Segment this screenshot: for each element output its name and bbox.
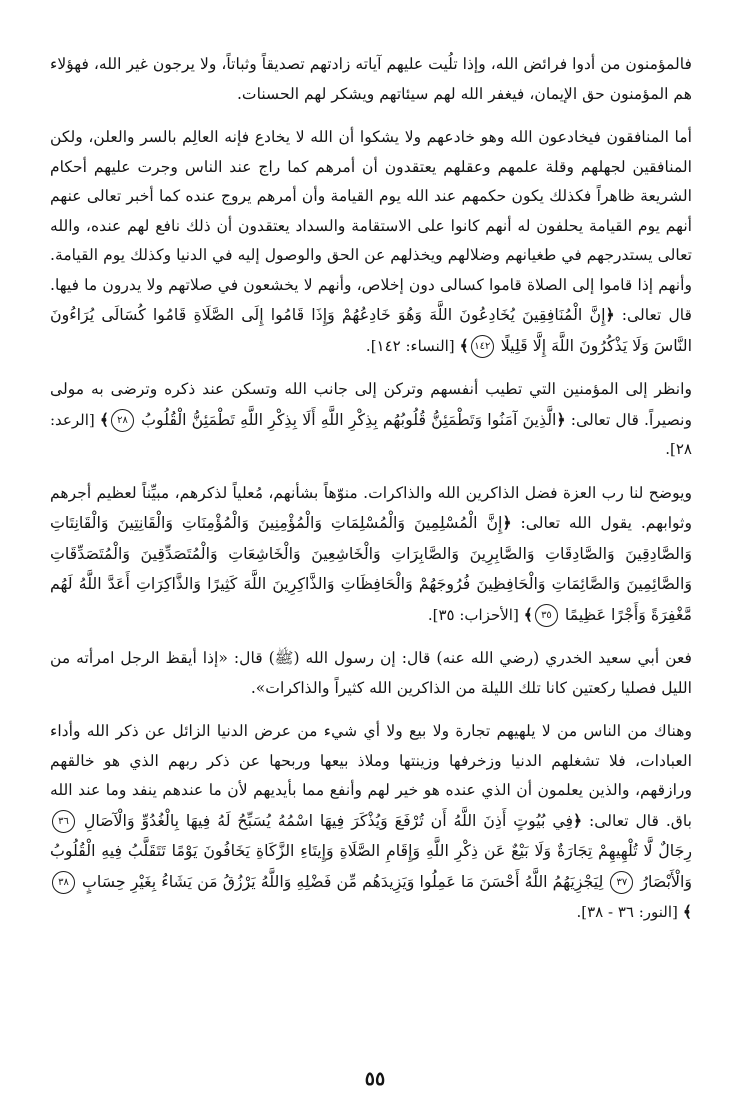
ayah-number-marker: ٣٧ (610, 871, 633, 894)
ayah-number-marker: ٣٥ (535, 604, 558, 627)
verse-close-bracket: ﴾ (523, 604, 533, 624)
verse-open-bracket: ﴿ (556, 409, 566, 429)
ayah-number-marker: ٣٨ (52, 871, 75, 894)
paragraph-trade-and-dhikr (50, 717, 692, 928)
paragraph-hadith (50, 644, 692, 703)
page-number: ٥٥ (364, 1068, 386, 1090)
ayah-number-marker: ١٤٢ (471, 335, 494, 358)
paragraph-hypocrites (50, 123, 692, 361)
paragraph-remembrance (50, 375, 692, 465)
verse-close-bracket: ﴾ (99, 409, 109, 429)
paragraph-believers (50, 50, 692, 109)
verse-open-bracket: ﴿ (605, 305, 615, 324)
verse-reference: [النور: ٣٦ - ٣٨]. (576, 903, 678, 921)
verse-close-bracket: ﴾ (459, 335, 469, 355)
verse-close-bracket: ﴾ (682, 902, 692, 921)
quran-verse: إِنَّ الْمُنَافِقِينَ يُخَادِعُونَ اللَّهَ وَهُوَ خَادِعُهُمْ وَإِذَا قَامُوا إِلَى الصَّلَاةِ قَامُوا كُسَالَى يُرَاءُونَ النَّاسَ وَلَا يَذْكُرُونَ اللَّهَ إِلَّا قَلِيلًا (50, 305, 692, 355)
paragraph-text: ويوضح لنا رب العزة فضل الذاكرين الله والذاكرات. منوّهاً بشأنهم، مُعلياً لذكرهم، مبيِّناً لعظيم أجرهم وثوابهم. يقول الله تعالى: (50, 483, 692, 532)
quran-verse: إِنَّ الْمُسْلِمِينَ وَالْمُسْلِمَاتِ وَالْمُؤْمِنِينَ وَالْمُؤْمِنَاتِ وَالْقَانِتِينَ وَالْقَانِتَاتِ وَالصَّادِقِينَ وَالصَّادِقَاتِ وَالصَّابِرِينَ وَالصَّابِرَاتِ وَالْخَاشِعِينَ وَالْخَاشِعَاتِ وَالْمُتَصَدِّقِينَ وَالْمُتَصَدِّقَاتِ وَالصَّائِمِينَ وَالصَّائِمَاتِ وَالْحَافِظِينَ فُرُوجَهُمْ وَالْحَافِظَاتِ وَالذَّاكِرِينَ اللَّهَ كَثِيرًا وَالذَّاكِرَاتِ أَعَدَّ اللَّهُ لَهُم مَّغْفِرَةً وَأَجْرًا عَظِيمًا (50, 513, 692, 624)
verse-open-bracket: ﴿ (573, 810, 583, 830)
paragraph-text: وهناك من الناس من لا يلهيهم تجارة ولا بيع ولا أي شيء من عرض الدنيا الزائل عن ذكر الله وأداء العبادات، فلا تشغلهم الدنيا وزخرفها وزينتها وملاذ بيعها وربحها عن ذكر ربهم الذي هو خالقهم ورازقهم، والذين يعلمون أن الذي عنده هو خير لهم وأنفع مما بأيديهم لأن ما عندهم ينفد وما عند الله باق. قال تعالى: (50, 722, 692, 830)
verse-reference: [الأحزاب: ٣٥]. (427, 605, 519, 624)
ayah-number-marker: ٢٨ (111, 409, 134, 432)
quran-verse: الَّذِينَ آمَنُوا وَتَطْمَئِنُّ قُلُوبُهُم بِذِكْرِ اللَّهِ أَلَا بِذِكْرِ اللَّهِ تَطْمَئِنُّ الْقُلُوبُ (141, 409, 557, 429)
quran-verse: رِجَالٌ لَّا تُلْهِيهِمْ تِجَارَةٌ وَلَا بَيْعٌ عَن ذِكْرِ اللَّهِ وَإِقَامِ الصَّلَاةِ وَإِيتَاءِ الزَّكَاةِ يَخَافُونَ يَوْمًا تَتَقَلَّبُ فِيهِ الْقُلُوبُ وَالْأَبْصَارُ (50, 841, 692, 891)
paragraph-virtue-of-dhikr (50, 479, 692, 631)
paragraph-text: فالمؤمنون من أدوا فرائض الله، وإذا تلُيت عليهم آياته زادتهم تصديقاً وثباتاً، ولا يرجون غير الله، فهؤلاء هم المؤمنون حق الإيمان، فيغفر الله لهم سيئاتهم ويشكر لهم الحسنات. (50, 55, 692, 103)
quran-verse: لِيَجْزِيَهُمُ اللَّهُ أَحْسَنَ مَا عَمِلُوا وَيَزِيدَهُم مِّن فَضْلِهِ وَاللَّهُ يَرْزُقُ مَن يَشَاءُ بِغَيْرِ حِسَابٍ (82, 871, 604, 891)
ayah-number-marker: ٣٦ (52, 810, 75, 833)
verse-open-bracket: ﴿ (502, 513, 512, 532)
verse-reference: [الرعد: ٢٨]. (50, 410, 692, 458)
paragraph-text: فعن أبي سعيد الخدري (رضي الله عنه) قال: إن رسول الله (ﷺ) قال: «إذا أيقظ الرجل امرأته من الليل فصليا ركعتين كانا تلك الليلة من الذاكرين الله كثيراً والذاكرات». (50, 649, 692, 697)
verse-reference: [النساء: ١٤٢]. (365, 336, 455, 355)
paragraph-text: وانظر إلى المؤمنين التي تطيب أنفسهم وتركن إلى جانب الله وتسكن عند ذكره وترضى به مولى ونصيراً. قال تعالى: (50, 380, 692, 429)
paragraph-text: أما المنافقون فيخادعون الله وهو خادعهم ولا يشكوا أن الله لا يخادع فإنه العالِم بالسر والعلن، ولكن المنافقين لجهلهم وقلة علمهم وعقلهم يعتقدون أن أمرهم كما راج عند الناس وجرت عليهم أحكام الشريعة ظاهراً فكذلك يكون حكمهم عند الله يوم القيامة وأن أمرهم يروج عنده كما أخبر تعالى عنهم أنهم يوم القيامة يحلفون له أنهم كانوا على الاستقامة والسداد يعتقدون أن ذلك نافع لهم عنده، والله تعالى يستدرجهم في طغيانهم وضلالهم ويخذلهم عن الحق والوصول إليه في الدنيا وكذلك يوم القيامة. وأنهم إذا قاموا إلى الصلاة قاموا كسالى دون إخلاص، وأنهم لا يخشعون في صلاتهم ولا يدرون ما فيها. قال تعالى: (50, 128, 692, 324)
quran-verse: فِي بُيُوتٍ أَذِنَ اللَّهُ أَن تُرْفَعَ وَيُذْكَرَ فِيهَا اسْمُهُ يُسَبِّحُ لَهُ فِيهَا بِالْغُدُوِّ وَالْآصَالِ (83, 810, 574, 830)
